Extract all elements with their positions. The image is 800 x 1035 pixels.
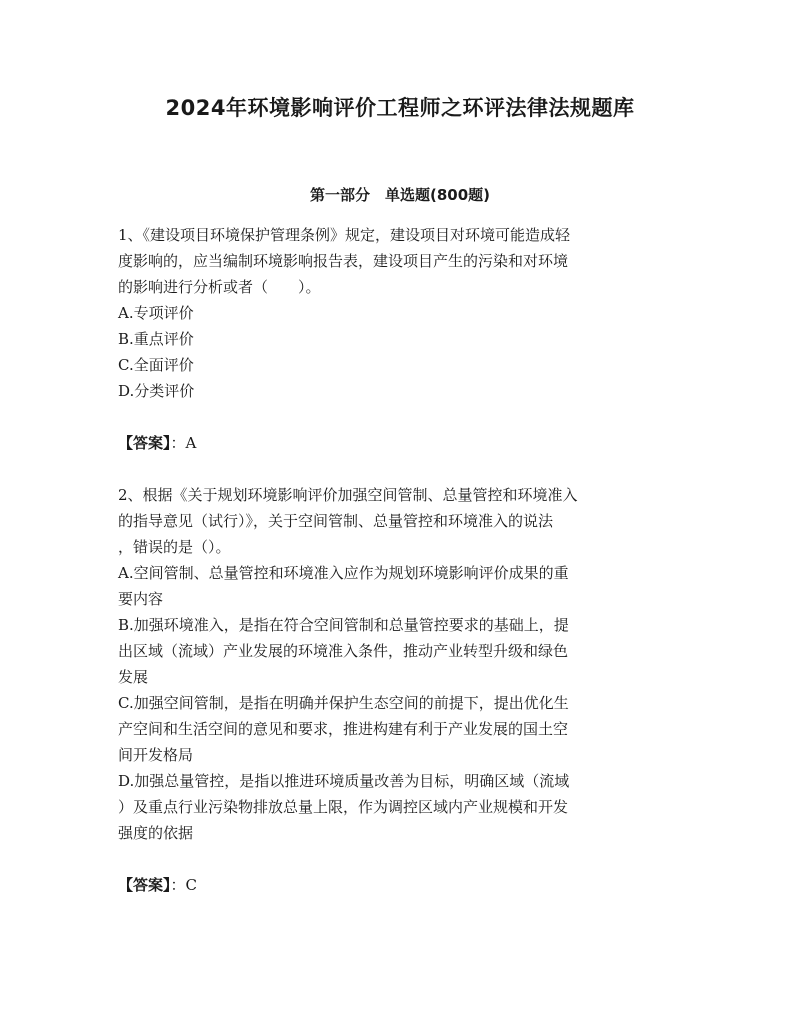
document-title: 2024年环境影响评价工程师之环评法律法规题库 bbox=[165, 96, 635, 120]
answer-value: ：A bbox=[170, 434, 197, 452]
option-c-continued: 产空间和生活空间的意见和要求，推进构建有利于产业发展的国土空 bbox=[118, 720, 569, 738]
question-stem-line: 的影响进行分析或者（ ）。 bbox=[118, 278, 321, 296]
option-b-continued: 发展 bbox=[118, 668, 149, 686]
spacer bbox=[118, 456, 686, 482]
option-a-continued: 要内容 bbox=[118, 590, 164, 608]
answer-line bbox=[118, 430, 686, 456]
question-stem-line: 的指导意见（试行）》，关于空间管制、总量管控和环境准入的说法 bbox=[118, 512, 554, 530]
question-stem-line: 度影响的，应当编制环境影响报告表，建设项目产生的污染和对环境 bbox=[118, 252, 569, 270]
answer-label: 【答案】 bbox=[118, 876, 171, 894]
spacer bbox=[118, 846, 686, 872]
question-list bbox=[118, 222, 686, 898]
option-d-continued: ）及重点行业污染物排放总量上限，作为调控区域内产业规模和开发 bbox=[118, 798, 569, 816]
option-c: C.加强空间管制，是指在明确并保护生态空间的前提下，提出优化生 bbox=[118, 694, 569, 712]
option-a: A.空间管制、总量管控和环境准入应作为规划环境影响评价成果的重 bbox=[118, 564, 569, 582]
option-b-continued: 出区域（流域）产业发展的环境准入条件，推动产业转型升级和绿色 bbox=[118, 642, 569, 660]
question-2 bbox=[118, 482, 686, 898]
spacer bbox=[118, 404, 686, 430]
question-stem-line: 2、根据《关于规划环境影响评价加强空间管制、总量管控和环境准入 bbox=[118, 486, 578, 504]
answer-value: ：C bbox=[170, 876, 197, 894]
option-c: C.全面评价 bbox=[118, 356, 194, 374]
option-d: D.加强总量管控，是指以推进环境质量改善为目标，明确区域（流域 bbox=[118, 772, 570, 790]
question-stem-line: ，错误的是（）。 bbox=[118, 538, 231, 556]
option-d: D.分类评价 bbox=[118, 382, 195, 400]
option-d-continued: 强度的依据 bbox=[118, 824, 194, 842]
answer-line bbox=[118, 872, 686, 898]
answer-label: 【答案】 bbox=[118, 434, 171, 452]
option-b: B.加强环境准入，是指在符合空间管制和总量管控要求的基础上，提 bbox=[118, 616, 569, 634]
option-b: B.重点评价 bbox=[118, 330, 194, 348]
section-title: 第一部分 单选题(800题) bbox=[309, 186, 491, 204]
option-c-continued: 间开发格局 bbox=[118, 746, 194, 764]
question-1 bbox=[118, 222, 686, 482]
option-a: A.专项评价 bbox=[118, 304, 194, 322]
question-stem-line: 1、《建设项目环境保护管理条例》规定，建设项目对环境可能造成轻 bbox=[118, 226, 571, 244]
